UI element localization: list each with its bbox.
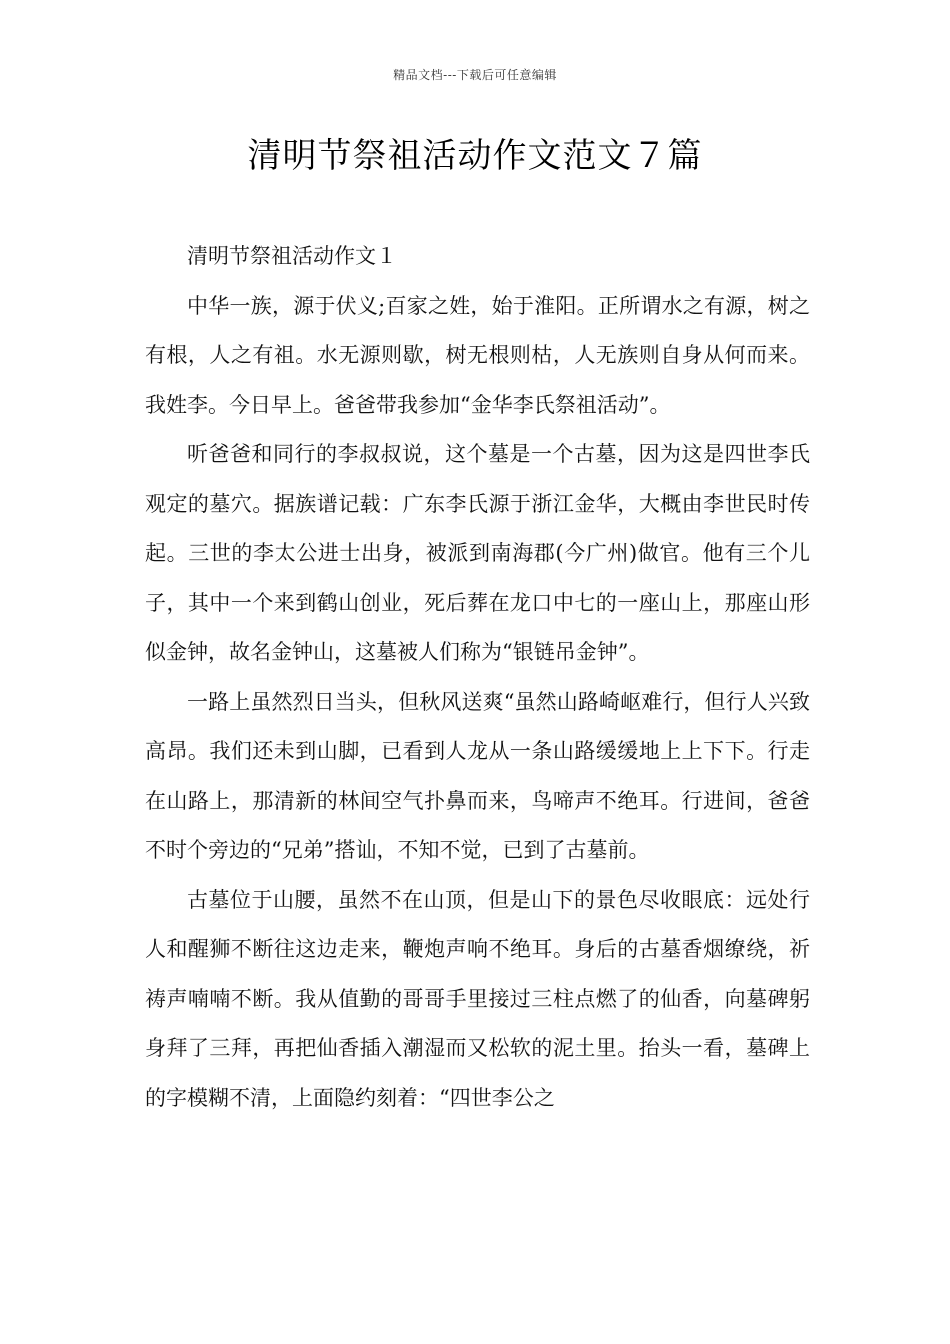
document-body	[145, 232, 810, 1123]
document-title: 清明节祭祖活动作文范文７篇	[247, 136, 703, 176]
header-note: 精品文档---下载后可任意编辑	[393, 68, 557, 82]
paragraph-4: 古墓位于山腰，虽然不在山顶，但是山下的景色尽收眼底：远处行人和醒狮不断往这边走来，鞭炮声响不绝耳。身后的古墓香烟缭绕，祈祷声喃喃不断。我从值勤的哥哥手里接过三柱点燃了的仙香，向墓碑躬身拜了三拜，再把仙香插入潮湿而又松软的泥土里。抬头一看，墓碑上的字模糊不清，上面隐约刻着：“四世李公之	[145, 887, 810, 1110]
paragraph-1: 中华一族，源于伏义;百家之姓，始于淮阳。正所谓水之有源，树之有根，人之有祖。水无源则歇，树无根则枯，人无族则自身从何而来。我姓李。今日早上。爸爸带我参加“金华李氏祭祖活动”。	[145, 293, 810, 417]
paragraph-3: 一路上虽然烈日当头，但秋风送爽“虽然山路崎岖难行，但行人兴致高昂。我们还未到山脚，已看到人龙从一条山路缓缓地上上下下。行走在山路上，那清新的林间空气扑鼻而来，鸟啼声不绝耳。行进间，爸爸不时个旁边的“兄弟”搭讪，不知不觉，已到了古墓前。	[145, 689, 810, 862]
paragraph-2: 听爸爸和同行的李叔叔说，这个墓是一个古墓，因为这是四世李氏观定的墓穴。据族谱记载：广东李氏源于浙江金华，大概由李世民时传起。三世的李太公进士出身，被派到南海郡(今广州)做官。他有三个儿子，其中一个来到鹤山创业，死后葬在龙口中七的一座山上，那座山形似金钟，故名金钟山，这墓被人们称为“银链吊金钟”。	[145, 442, 810, 664]
section-heading: 清明节祭祖活动作文１	[187, 244, 397, 268]
